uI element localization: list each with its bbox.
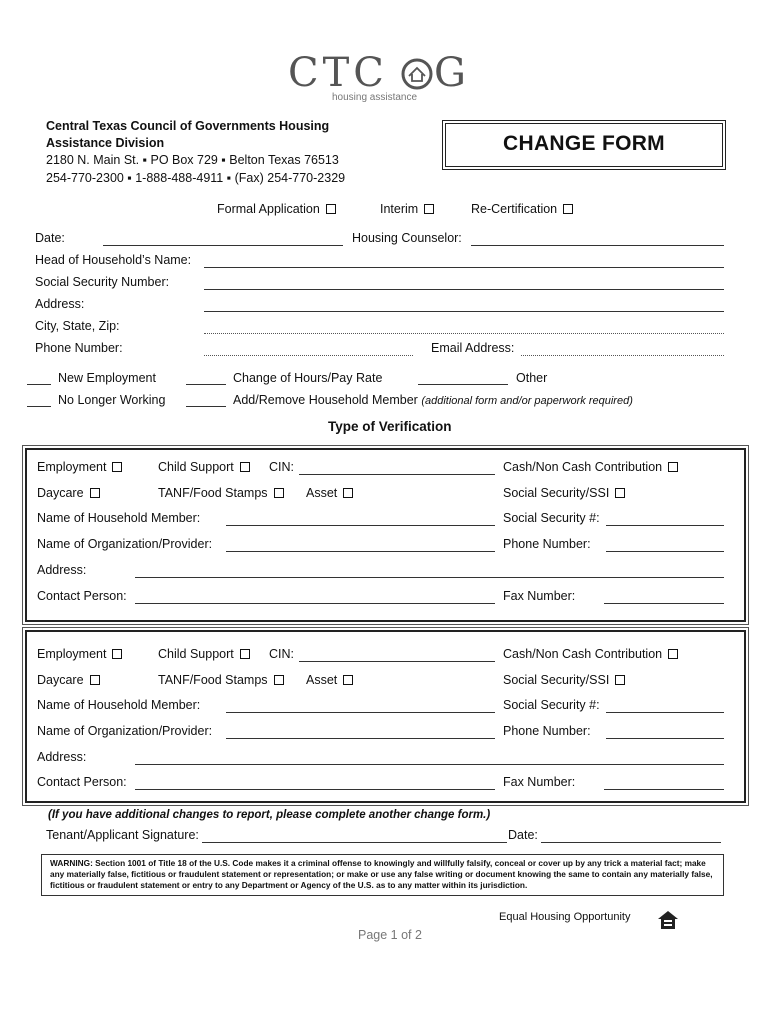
checkbox[interactable]: [90, 488, 100, 498]
contact-person-label: Contact Person:: [37, 589, 127, 603]
cash-contribution-option[interactable]: [503, 647, 678, 661]
new-employment-blank[interactable]: [27, 384, 51, 385]
add-remove-blank[interactable]: [186, 406, 226, 407]
checkbox[interactable]: [274, 675, 284, 685]
option-label: Cash/Non Cash Contribution: [503, 647, 663, 661]
housing-counselor-field[interactable]: [471, 245, 724, 246]
agency-division: Assistance Division: [46, 136, 165, 150]
agency-phones: 254-770-2300 ▪ 1-888-488-4911 ▪ (Fax) 254-770-2329: [46, 171, 346, 185]
cin-field[interactable]: [299, 474, 495, 475]
option-label: Employment: [37, 647, 107, 661]
phone-number-label: Phone Number:: [503, 724, 591, 738]
household-member-field[interactable]: [226, 525, 495, 526]
city-state-zip-label: City, State, Zip:: [35, 319, 120, 333]
checkbox[interactable]: [112, 649, 122, 659]
agency-name: Central Texas Council of Governments Housing: [46, 119, 330, 133]
fax-number-label: Fax Number:: [503, 589, 576, 603]
option-label: TANF/Food Stamps: [158, 673, 268, 687]
employment-option[interactable]: [37, 460, 122, 474]
social-security-no-field[interactable]: [606, 525, 724, 526]
verification-address-label: Address:: [37, 750, 87, 764]
new-employment-label: New Employment: [58, 371, 156, 385]
social-security-no-label: Social Security #:: [503, 511, 600, 525]
checkbox[interactable]: [343, 488, 353, 498]
checkbox[interactable]: [240, 462, 250, 472]
tanf-option[interactable]: [158, 673, 284, 687]
child-support-option[interactable]: [158, 460, 250, 474]
page-number: Page 1 of 2: [358, 928, 422, 942]
child-support-option[interactable]: [158, 647, 250, 661]
contact-person-label: Contact Person:: [37, 775, 127, 789]
agency-address: 2180 N. Main St. ▪ PO Box 729 ▪ Belton Texas 76513: [46, 153, 339, 167]
warning-box: [41, 854, 724, 896]
checkbox[interactable]: [343, 675, 353, 685]
employment-option[interactable]: [37, 647, 122, 661]
household-member-label: Name of Household Member:: [37, 698, 201, 712]
other-label: Other: [516, 371, 548, 385]
phone-number-label: Phone Number:: [503, 537, 591, 551]
signature-date-field[interactable]: [541, 842, 721, 843]
equal-housing-label: Equal Housing Opportunity: [499, 911, 631, 923]
option-label: TANF/Food Stamps: [158, 486, 268, 500]
verification-address-label: Address:: [37, 563, 87, 577]
ss-ssi-option[interactable]: [503, 673, 625, 687]
warning-text: WARNING: Section 1001 of Title 18 of the U.S. Code makes it a criminal offense to knowingly and willfully falsify, conceal or cover up by any trick a material fact; make any materially false, fictitious or fraudulent statement or representation; or make or use any false writing or document knowing the same to contain any materially false, fictitious or fraudulent statement or entry to any Department or Agency of the U.S. as to any matter within its jurisdiction.: [50, 858, 713, 890]
checkbox[interactable]: [615, 675, 625, 685]
contact-person-field[interactable]: [135, 603, 495, 604]
household-member-field[interactable]: [226, 712, 495, 713]
add-remove-label: [233, 393, 633, 407]
logo-letters-right: G: [434, 50, 470, 96]
fax-number-field[interactable]: [604, 789, 724, 790]
checkbox[interactable]: [274, 488, 284, 498]
checkbox[interactable]: [90, 675, 100, 685]
checkbox[interactable]: [424, 204, 434, 214]
fax-number-field[interactable]: [604, 603, 724, 604]
checkbox[interactable]: [326, 204, 336, 214]
ssn-field[interactable]: [204, 289, 724, 290]
verification-heading: Type of Verification: [328, 419, 452, 434]
add-remove-text: Add/Remove Household Member: [233, 393, 418, 407]
option-formal-application[interactable]: [217, 202, 336, 216]
signature-date-label: Date:: [508, 828, 538, 842]
option-label: Child Support: [158, 647, 234, 661]
ssn-label: Social Security Number:: [35, 275, 170, 289]
checkbox[interactable]: [615, 488, 625, 498]
option-label: Child Support: [158, 460, 234, 474]
option-recertification[interactable]: [471, 202, 573, 216]
tanf-option[interactable]: [158, 486, 284, 500]
phone-label: Phone Number:: [35, 341, 123, 355]
city-state-zip-field[interactable]: [204, 333, 724, 334]
organization-field[interactable]: [226, 738, 495, 739]
logo-tagline: housing assistance: [332, 92, 418, 103]
option-interim[interactable]: [380, 202, 434, 216]
other-blank[interactable]: [418, 384, 508, 385]
option-label: Interim: [380, 202, 419, 216]
option-label: Social Security/SSI: [503, 486, 610, 500]
daycare-option[interactable]: [37, 486, 100, 500]
option-label: Employment: [37, 460, 107, 474]
head-of-household-label: Head of Household’s Name:: [35, 253, 192, 267]
equal-housing-icon: [656, 909, 680, 931]
option-label: Re-Certification: [471, 202, 558, 216]
address-field[interactable]: [204, 311, 724, 312]
fax-number-label: Fax Number:: [503, 775, 576, 789]
social-security-no-label: Social Security #:: [503, 698, 600, 712]
ss-ssi-option[interactable]: [503, 486, 625, 500]
checkbox[interactable]: [563, 204, 573, 214]
contact-person-field[interactable]: [135, 789, 495, 790]
logo: [288, 50, 470, 106]
social-security-no-field[interactable]: [606, 712, 724, 713]
option-label: Cash/Non Cash Contribution: [503, 460, 663, 474]
no-longer-working-label: No Longer Working: [58, 393, 166, 407]
cin-label: CIN:: [269, 647, 294, 661]
checkbox[interactable]: [668, 462, 678, 472]
option-label: Asset: [306, 486, 338, 500]
organization-field[interactable]: [226, 551, 495, 552]
form-title-box: [442, 120, 726, 170]
daycare-option[interactable]: [37, 673, 100, 687]
option-label: Asset: [306, 673, 338, 687]
verification-address-field[interactable]: [135, 577, 724, 578]
checkbox[interactable]: [240, 649, 250, 659]
signature-label: Tenant/Applicant Signature:: [46, 828, 199, 842]
checkbox[interactable]: [112, 462, 122, 472]
change-hours-blank[interactable]: [186, 384, 226, 385]
option-label: Formal Application: [217, 202, 320, 216]
signature-field[interactable]: [202, 842, 507, 843]
date-field[interactable]: [103, 245, 343, 246]
change-hours-label: Change of Hours/Pay Rate: [233, 371, 383, 385]
form-title: CHANGE FORM: [503, 132, 665, 155]
date-label: Date:: [35, 231, 65, 245]
email-label: Email Address:: [431, 341, 515, 355]
logo-house-icon: [400, 57, 434, 91]
additional-changes-note: (If you have additional changes to report, please complete another change form.): [48, 809, 491, 821]
household-member-label: Name of Household Member:: [37, 511, 201, 525]
option-label: Daycare: [37, 673, 84, 687]
logo-letters-left: CTC: [288, 50, 388, 96]
phone-field[interactable]: [204, 355, 413, 356]
cin-label: CIN:: [269, 460, 294, 474]
address-label: Address:: [35, 297, 85, 311]
phone-number-field[interactable]: [606, 738, 724, 739]
email-field[interactable]: [521, 355, 724, 356]
no-longer-working-blank[interactable]: [27, 406, 51, 407]
organization-label: Name of Organization/Provider:: [37, 724, 213, 738]
cash-contribution-option[interactable]: [503, 460, 678, 474]
verification-address-field[interactable]: [135, 764, 724, 765]
cin-field[interactable]: [299, 661, 495, 662]
asset-option[interactable]: [306, 486, 353, 500]
checkbox[interactable]: [668, 649, 678, 659]
housing-counselor-label: Housing Counselor:: [352, 231, 462, 245]
option-label: Social Security/SSI: [503, 673, 610, 687]
add-remove-note: (additional form and/or paperwork required): [421, 395, 633, 407]
head-of-household-field[interactable]: [204, 267, 724, 268]
asset-option[interactable]: [306, 673, 353, 687]
phone-number-field[interactable]: [606, 551, 724, 552]
organization-label: Name of Organization/Provider:: [37, 537, 213, 551]
option-label: Daycare: [37, 486, 84, 500]
